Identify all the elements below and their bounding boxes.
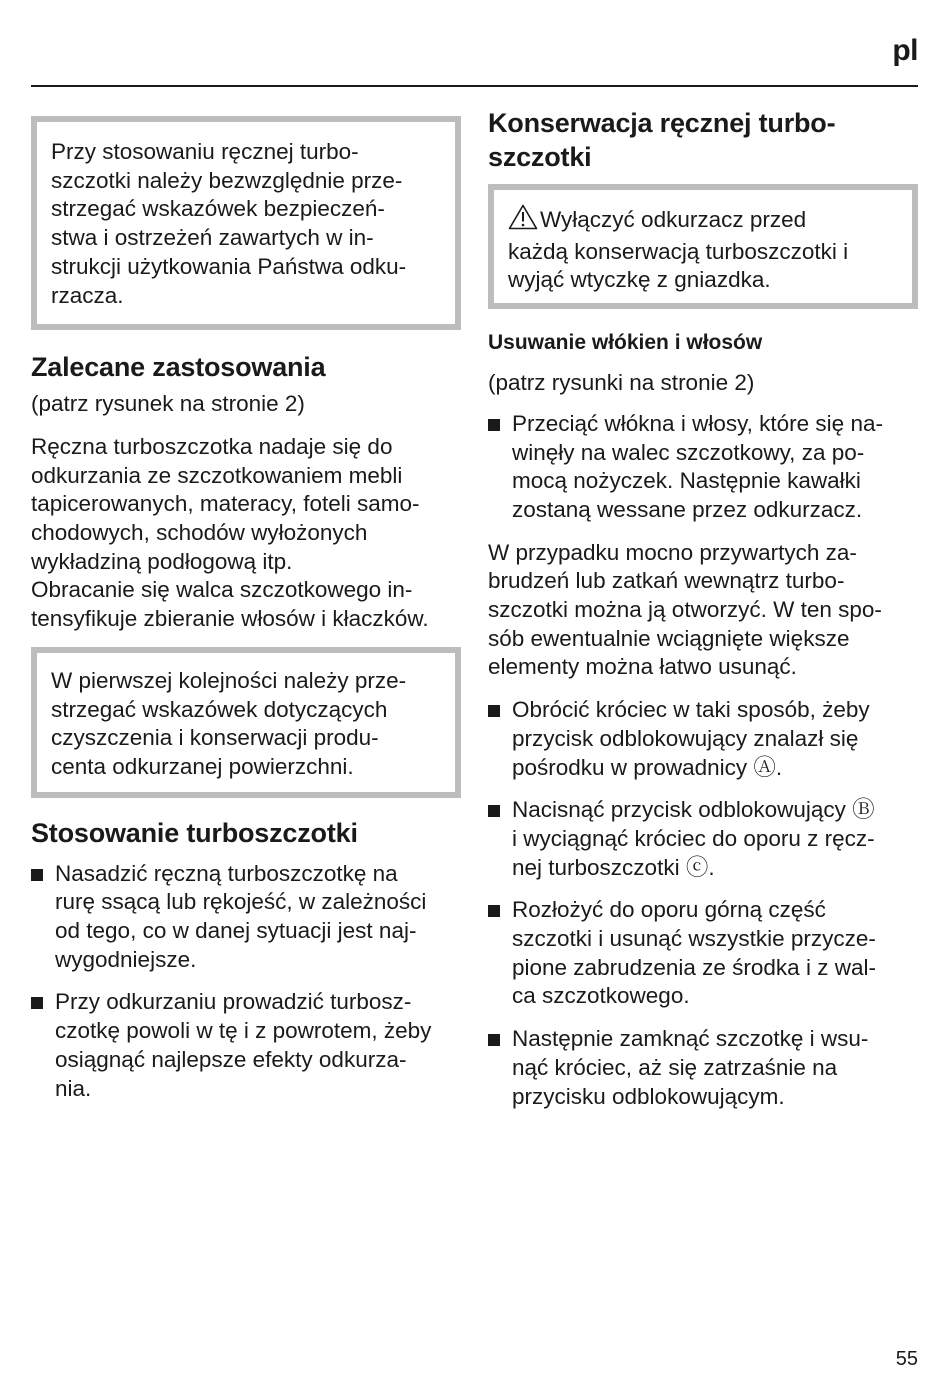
body-line: elementy można łatwo usunąć. xyxy=(488,654,797,680)
bullet-square-icon xyxy=(31,997,43,1009)
note-line: centa odkurzanej powierzchni. xyxy=(51,753,354,779)
bullet-line: zostaną wessane przez odkurzacz. xyxy=(512,496,863,522)
bullet-line: nia. xyxy=(55,1075,92,1101)
body-line: szczotki można ją otworzyć. W ten spo- xyxy=(488,597,882,623)
subsection-title-removing-fibres: Usuwanie włókien i włosów xyxy=(488,331,763,355)
body-line: brudzeń lub zatkań wewnątrz turbo- xyxy=(488,568,845,594)
warning-triangle-icon xyxy=(508,204,538,238)
bullet-line: przycisku odblokowującym. xyxy=(512,1083,785,1109)
body-line: odkurzania ze szczotkowaniem mebli xyxy=(31,462,403,488)
title-line: Konserwacja ręcznej turbo- xyxy=(488,108,836,138)
page-number: 55 xyxy=(895,1348,918,1370)
bullet-line: ca szczotkowego. xyxy=(512,983,690,1009)
body-line: Ręczna turboszczotka nadaje się do xyxy=(31,433,393,459)
bullet-square-icon xyxy=(488,905,500,917)
cut-fibres-bullet xyxy=(488,410,918,525)
intro-notice-box xyxy=(31,116,461,330)
bullet-square-icon xyxy=(31,869,43,881)
bullet-square-icon xyxy=(488,419,500,431)
intro-line: strukcji użytkowania Państwa odku- xyxy=(51,253,407,279)
body-line: wykładziną podłogową itp. xyxy=(31,548,293,574)
note-line: strzegać wskazówek dotyczących xyxy=(51,696,388,722)
section-title-using-turbobrush: Stosowanie turboszczotki xyxy=(31,817,358,848)
intro-line: stwa i ostrzeżeń zawartych w in- xyxy=(51,225,374,251)
maintenance-steps-list xyxy=(488,696,918,1111)
warning-line xyxy=(508,204,894,238)
list-item xyxy=(488,896,918,1011)
list-item xyxy=(488,796,918,882)
header-rule xyxy=(31,85,918,87)
bullet-square-icon xyxy=(488,805,500,817)
body-line: sób ewentualnie wciągnięte większe xyxy=(488,625,850,651)
opening-paragraph xyxy=(488,539,918,683)
body-line: Obracanie się walca szczotkowego in- xyxy=(31,577,413,603)
bullet-line: Nacisnąć przycisk odblokowujący Ⓑ xyxy=(512,797,875,823)
bullet-square-icon xyxy=(488,705,500,717)
bullet-line: szczotki i usunąć wszystkie przycze- xyxy=(512,926,876,952)
figure-reference: (patrz rysunek na stronie 2) xyxy=(31,391,305,417)
note-line: W pierwszej kolejności należy prze- xyxy=(51,667,407,693)
list-item xyxy=(488,410,918,525)
bullet-line: Nasadzić ręczną turboszczotkę na xyxy=(55,860,398,886)
bullet-line: Obrócić króciec w taki sposób, żeby xyxy=(512,697,870,723)
figure-reference: (patrz rysunki na stronie 2) xyxy=(488,370,755,396)
bullet-line: pośrodku w prowadnicy Ⓐ. xyxy=(512,754,783,780)
warning-box xyxy=(488,184,918,309)
body-line: tensyfikuje zbieranie włosów i kłaczków. xyxy=(31,606,429,632)
bullet-line: pione zabrudzenia ze środka i z wal- xyxy=(512,954,876,980)
section-title-maintenance xyxy=(488,106,918,174)
bullet-line: rurę ssącą lub rękojeść, w zależności xyxy=(55,889,427,915)
bullet-line: osiągnąć najlepsze efekty odkurza- xyxy=(55,1046,407,1072)
bullet-line: Przeciąć włókna i włosy, które się na- xyxy=(512,410,883,436)
list-item xyxy=(488,696,918,782)
warning-line: wyjąć wtyczkę z gniazdka. xyxy=(508,267,771,293)
intro-line: rzacza. xyxy=(51,282,124,308)
bullet-line: czotkę powoli w tę i z powrotem, żeby xyxy=(55,1018,432,1044)
list-item xyxy=(31,860,461,975)
bullet-line: wygodniejsze. xyxy=(55,946,197,972)
warning-text: Wyłączyć odkurzacz przed xyxy=(540,207,807,232)
intro-line: Przy stosowaniu ręcznej turbo- xyxy=(51,139,359,164)
left-column xyxy=(31,116,461,1103)
body-line: W przypadku mocno przywartych za- xyxy=(488,539,857,565)
section-title-recommended-uses: Zalecane zastosowania xyxy=(31,352,326,383)
bullet-line: przycisk odblokowujący znalazł się xyxy=(512,725,859,751)
list-item xyxy=(31,988,461,1103)
title-line: szczotki xyxy=(488,142,592,172)
bullet-square-icon xyxy=(488,1034,500,1046)
intro-line: strzegać wskazówek bezpieczeń- xyxy=(51,196,385,222)
list-item xyxy=(488,1025,918,1111)
bullet-line: nąć króciec, aż się zatrzaśnie na xyxy=(512,1054,838,1080)
note-line: czyszczenia i konserwacji produ- xyxy=(51,725,379,751)
bullet-line: od tego, co w danej sytuacji jest naj- xyxy=(55,918,417,944)
bullet-line: i wyciągnąć króciec do oporu z ręcz- xyxy=(512,825,875,851)
body-line: chodowych, schodów wyłożonych xyxy=(31,520,368,546)
body-line: tapicerowanych, materacy, foteli samo- xyxy=(31,491,420,517)
bullet-line: Rozłożyć do oporu górną część xyxy=(512,897,826,923)
right-column xyxy=(488,106,918,1111)
intro-line: szczotki należy bezwzględnie prze- xyxy=(51,167,403,193)
bullet-line: nej turboszczotki ⓒ. xyxy=(512,854,715,880)
bullet-line: winęły na walec szczotkowy, za po- xyxy=(512,439,865,465)
language-code: pl xyxy=(892,34,918,67)
care-notice-box xyxy=(31,647,461,798)
recommended-uses-body xyxy=(31,433,461,634)
bullet-line: mocą nożyczek. Następnie kawałki xyxy=(512,468,861,494)
bullet-line: Następnie zamknąć szczotkę i wsu- xyxy=(512,1026,869,1052)
warning-line: każdą konserwacją turboszczotki i xyxy=(508,238,849,264)
bullet-line: Przy odkurzaniu prowadzić turbosz- xyxy=(55,989,412,1015)
usage-bullet-list xyxy=(31,860,461,1104)
